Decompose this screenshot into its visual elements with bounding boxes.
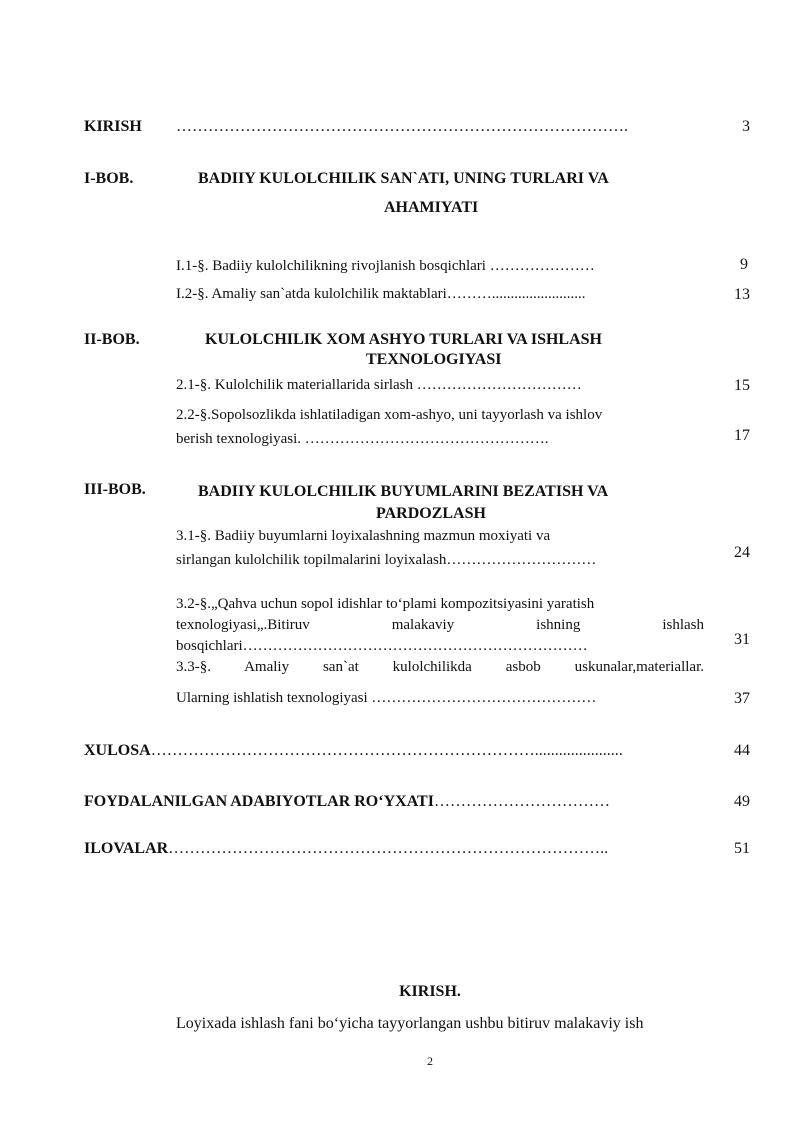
toc-adabiyotlar: [84, 793, 704, 811]
toc-ch3-s2-line3: bosqichlari……………………………………………………………: [176, 638, 588, 654]
toc-kirish-title: KIRISH: [84, 118, 142, 135]
toc-ch3-s3-page: 37: [734, 690, 750, 707]
intro-first-line: Loyixada ishlash fani bo‘yicha tayyorlangan ushbu bitiruv malakaviy ish: [176, 1015, 644, 1032]
toc-ch1-s1-page: 9: [740, 256, 748, 273]
toc-ch1-s1-text: I.1-§. Badiiy kulolchilikning rivojlanish bosqichlari …………………: [176, 258, 595, 274]
toc-ch1-title-line2: AHAMIYATI: [384, 199, 479, 216]
toc-ch3-s2-line1: 3.2-§.„Qahva uchun sopol idishlar to‘plami kompozitsiyasini yaratish: [176, 596, 595, 612]
toc-kirish-dots: ………………………………………………………………………….: [176, 118, 628, 135]
toc-ch3-s1-line1: 3.1-§. Badiiy buyumlarni loyixalashning mazmun moxiyati va: [176, 528, 551, 544]
page-number: 2: [427, 1054, 433, 1068]
toc-ch2-title-line2: TEXNOLOGIYASI: [366, 351, 502, 368]
toc-ch1-s2-page: 13: [734, 286, 750, 303]
toc-ch3-s1-page: 24: [734, 544, 750, 561]
toc-ch1-title-line1: BADIIY KULOLCHILIK SAN`ATI, UNING TURLARI VA: [198, 170, 609, 187]
toc-ilovalar-dots: ………………………………………………………………………..: [168, 840, 609, 857]
toc-ch2-s1-page: 15: [734, 377, 750, 394]
toc-ch3-s3-line2: Ularning ishlatish texnologiyasi ………………………………………: [176, 690, 597, 706]
toc-ch3-s1-line2: sirlangan kulolchilik topilmalarini loyixalash…………………………: [176, 552, 597, 568]
toc-ch2-s1-text: 2.1-§. Kulolchilik materiallarida sirlash ……………………………: [176, 377, 582, 393]
toc-ilovalar-title: ILOVALAR: [84, 840, 169, 857]
intro-heading: KIRISH.: [399, 983, 461, 1000]
toc-ch3-label: III-BOB.: [84, 481, 146, 498]
toc-ch1-s2-text: I.2-§. Amaliy san`atda kulolchilik maktablari……….........................: [176, 286, 586, 302]
toc-ch2-s2-line2: berish texnologiyasi. ………………………………………….: [176, 431, 549, 447]
toc-adabiyotlar-dots: ……………………………: [433, 793, 610, 810]
toc-xulosa-title: XULOSA: [84, 742, 151, 759]
toc-ch2-title-line1: KULOLCHILIK XOM ASHYO TURLARI VA ISHLASH: [205, 331, 602, 348]
toc-ch3-title-line2: PARDOZLASH: [376, 505, 486, 522]
toc-ilovalar: [84, 840, 704, 858]
toc-ch3-s2-line2: texnologiyasi„.Bitiruv malakaviy ishning ishlash: [176, 617, 704, 633]
toc-ch2-label: II-BOB.: [84, 331, 140, 348]
toc-xulosa-page: 44: [734, 742, 750, 759]
toc-xulosa: [84, 742, 704, 760]
toc-adabiyotlar-title: FOYDALANILGAN ADABIYOTLAR RO‘YXATI: [84, 793, 434, 810]
toc-xulosa-dots: ………………………………………………………………......................: [150, 742, 623, 759]
toc-ch2-s2-line1: 2.2-§.Sopolsozlikda ishlatiladigan xom-ashyo, uni tayyorlash va ishlov: [176, 407, 603, 423]
toc-adabiyotlar-page: 49: [734, 793, 750, 810]
toc-ch3-s3-line1: 3.3-§. Amaliy san`at kulolchilikda asbob uskunalar,materiallar.: [176, 659, 704, 675]
toc-ch3-s2-page: 31: [734, 631, 750, 648]
toc-ch2-s2-page: 17: [734, 427, 750, 444]
toc-ch3-title-line1: BADIIY KULOLCHILIK BUYUMLARINI BEZATISH VA: [198, 483, 609, 500]
toc-kirish-page: 3: [742, 118, 750, 135]
toc-ilovalar-page: 51: [734, 840, 750, 857]
toc-ch1-label: I-BOB.: [84, 170, 134, 187]
